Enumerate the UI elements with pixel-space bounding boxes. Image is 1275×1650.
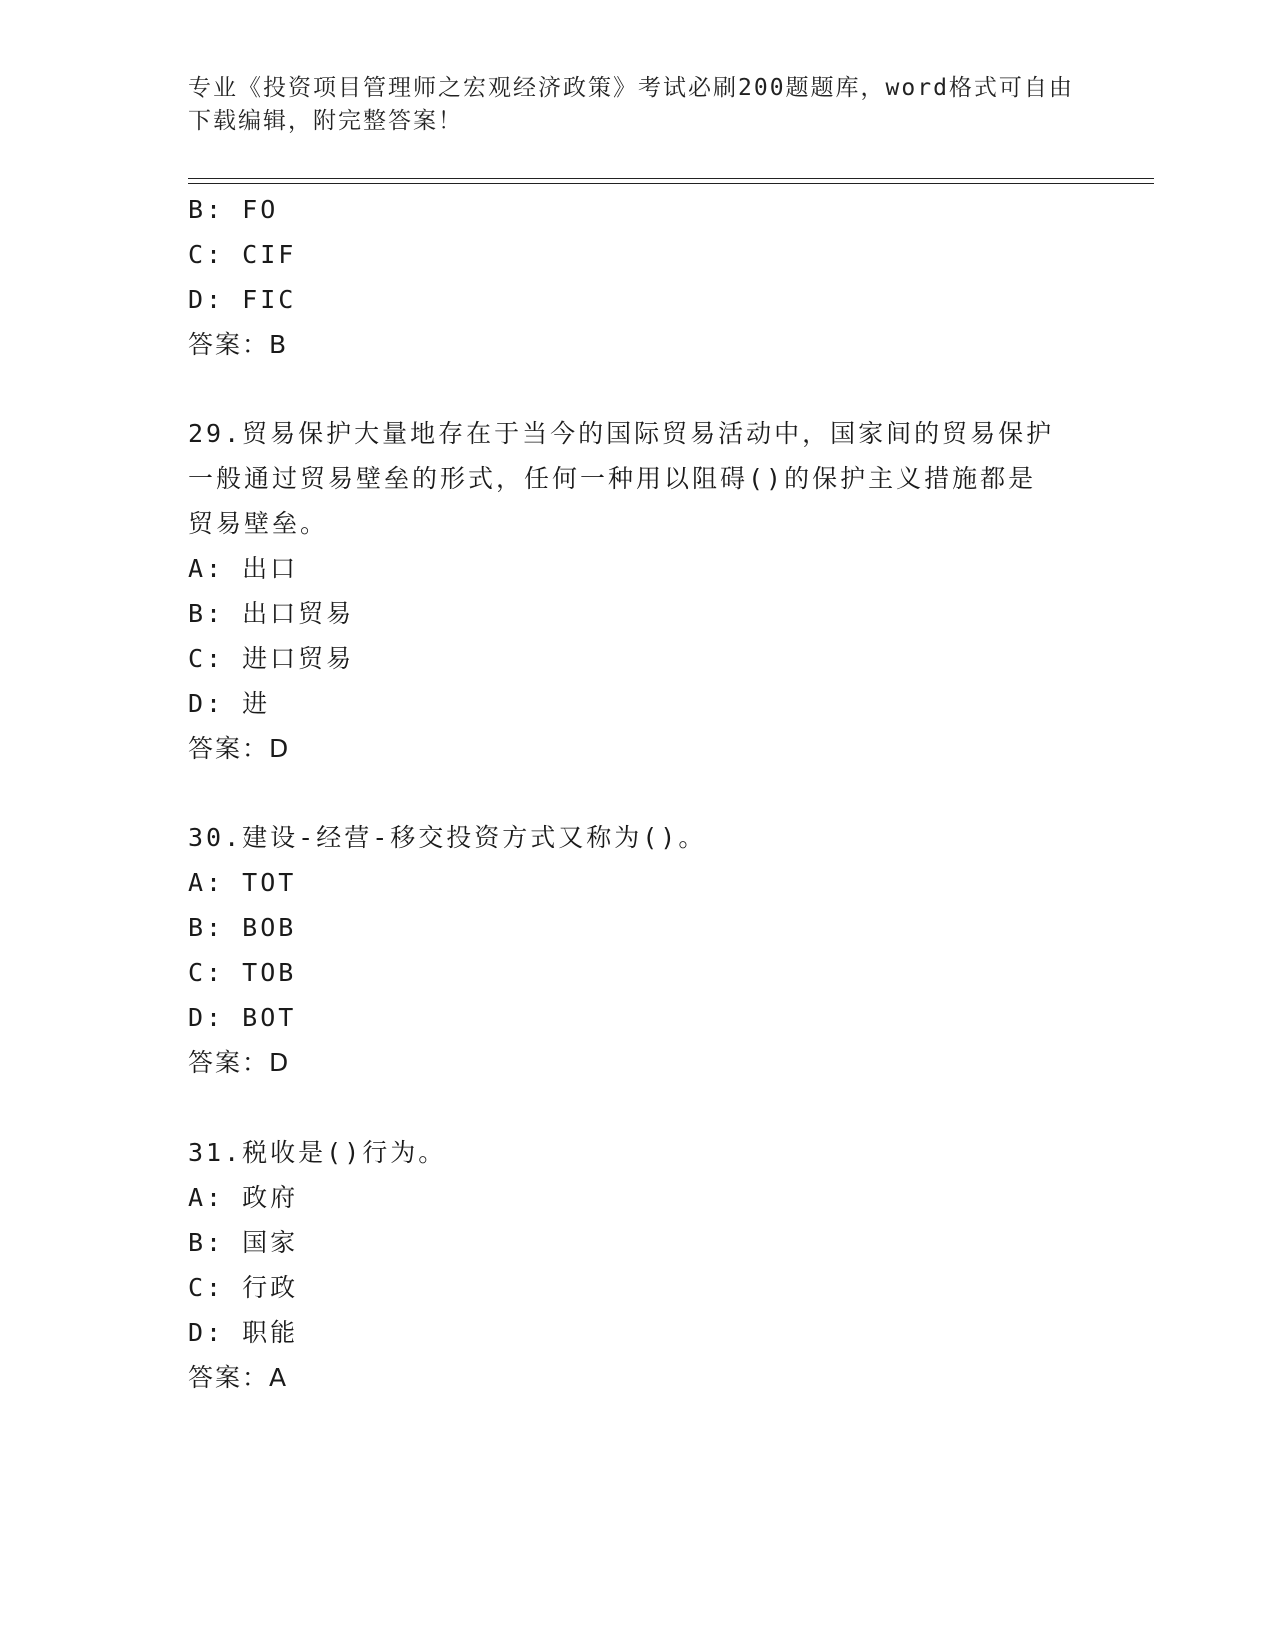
- q31-option-a: A: 政府: [188, 1183, 299, 1212]
- document-header: [188, 72, 1088, 138]
- q30-stem-line-1: 30.建设-经营-移交投资方式又称为()。: [188, 823, 707, 852]
- header-line-1: 专业《投资项目管理师之宏观经济政策》考试必刷200题题库，word格式可自由: [188, 75, 1074, 101]
- q31-option-c: C: 行政: [188, 1273, 299, 1302]
- prev-option-c: C: CIF: [188, 240, 297, 269]
- q29-stem-line-2: 一般通过贸易壁垒的形式，任何一种用以阻碍()的保护主义措施都是: [188, 464, 1037, 493]
- header-divider-top: [188, 178, 1154, 179]
- q29-option-b: B: 出口贸易: [188, 599, 355, 628]
- q31-stem-line-1: 31.税收是()行为。: [188, 1138, 447, 1167]
- q29-option-c: C: 进口贸易: [188, 644, 355, 673]
- q31-answer: 答案：A: [188, 1363, 289, 1392]
- q30-option-a: A: TOT: [188, 868, 297, 897]
- header-line-2: 下载编辑，附完整答案！: [188, 108, 463, 134]
- q31-option-d: D: 职能: [188, 1318, 299, 1347]
- q30-option-d: D: BOT: [188, 1003, 297, 1032]
- header-divider-bottom: [188, 183, 1154, 184]
- prev-option-b: B: FO: [188, 195, 279, 224]
- q30-option-b: B: BOB: [188, 913, 297, 942]
- prev-answer: 答案：B: [188, 330, 289, 359]
- q31-option-b: B: 国家: [188, 1228, 299, 1257]
- q30-option-c: C: TOB: [188, 958, 297, 987]
- prev-option-d: D: FIC: [188, 285, 297, 314]
- q29-stem-line-3: 贸易壁垒。: [188, 509, 329, 538]
- q30-answer: 答案：D: [188, 1048, 291, 1077]
- q29-stem-line-1: 29.贸易保护大量地存在于当今的国际贸易活动中，国家间的贸易保护: [188, 419, 1055, 448]
- q29-option-d: D: 进: [188, 689, 271, 718]
- q29-answer: 答案：D: [188, 734, 291, 763]
- q29-option-a: A: 出口: [188, 554, 299, 583]
